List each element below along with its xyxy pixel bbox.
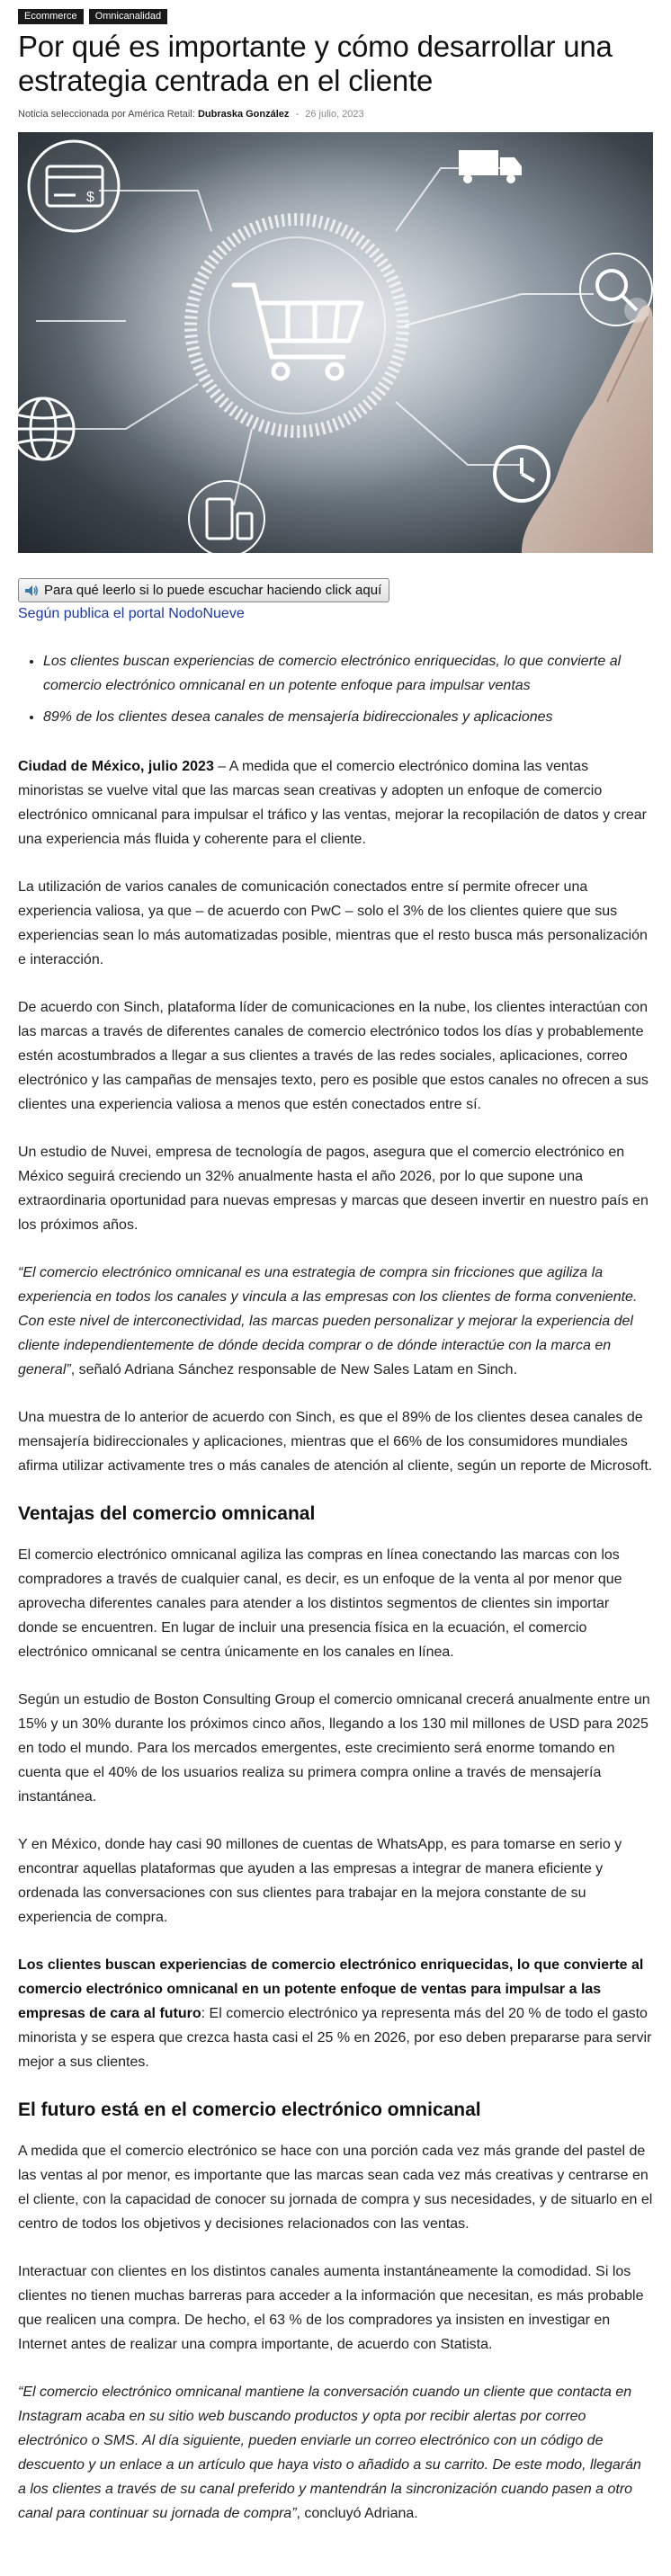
key-point: • Los clientes buscan experiencias de comercio electrónico enriquecidas, lo que convierte al comercio electrónico omnicanal en un potente enfoque para impulsar ventas <box>43 649 653 698</box>
category-tags <box>18 9 653 24</box>
delivery-truck-icon <box>459 150 522 183</box>
paragraph-9: Y en México, donde hay casi 90 millones de cuentas de WhatsApp, es para tomarse en serio y encontrar aquellas plataformas que ayuden a las empresas a integrar de manera eficiente y ordenada las conversaciones con sus clientes para trabajar en la mejora constante de su experiencia de compra. <box>18 1837 622 1925</box>
section-heading-futuro: El futuro está en el comercio electrónico omnicanal <box>18 2099 481 2120</box>
paragraph-4: Un estudio de Nuvei, empresa de tecnología de pagos, asegura que el comercio electrónico en México seguirá creciendo un 32% anualmente hasta el año 2026, por lo que supone una extraordinaria oportunidad para nuevas empresas y marcas que deseen invertir en nuestro país en los próximos años. <box>18 1145 649 1233</box>
paragraph-10-text: : El comercio electrónico ya representa más del 20 % de todo el gasto minorista y se espera que crezca hasta casi el 25 % en 2026, por eso deben prepararse para servir mejor a sus clientes. <box>18 2006 652 2070</box>
paragraph-5 <box>18 1261 653 1382</box>
listen-audio-label: Para qué leerlo si lo puede escuchar haciendo click aquí <box>44 583 382 598</box>
clock-icon <box>495 447 549 501</box>
article-meta <box>18 109 653 120</box>
key-point: • 89% de los clientes desea canales de mensajería bidireccionales y aplicaciones <box>43 705 653 729</box>
publish-date: 26 julio, 2023 <box>305 109 364 120</box>
hero-image <box>18 132 653 553</box>
source-link[interactable]: Según publica el portal NodoNueve <box>18 606 245 621</box>
author-link[interactable]: Dubraska González <box>197 109 290 120</box>
hero-illustration <box>18 132 653 553</box>
paragraph-2: La utilización de varios canales de comunicación conectados entre sí permite ofrecer una experiencia valiosa, ya que – de acuerdo con PwC – solo el 3% de los clientes quiere que sus experiencias sean lo más automatizadas posible, mientras que el resto busca más personalización e interacción. <box>18 879 648 967</box>
credit-card-icon <box>29 141 119 231</box>
selected-by-label: Noticia seleccionada por América Retail: <box>18 109 195 120</box>
devices-icon <box>189 481 264 553</box>
key-points-list <box>43 649 653 729</box>
paragraph-7: El comercio electrónico omnicanal agiliza las compras en línea conectando las marcas con los compradores a través de cualquier canal, es decir, es un enfoque de la venta al por menor que aprovecha diferentes canales para atender a los distintos segmentos de clientes sin importar donde se encuentren. En lugar de incluir una presencia física en la ecuación, el comercio electrónico omnicanal se centra únicamente en los canales en línea. <box>18 1547 622 1660</box>
paragraph-10 <box>18 1953 653 2074</box>
dateline: Ciudad de México, julio 2023 <box>18 759 214 774</box>
paragraph-8: Según un estudio de Boston Consulting Group el comercio omnicanal crecerá anualmente entre un 15% y un 30% durante los próximos cinco años, llegando a los 130 mil millones de USD para 2025 en todo el mundo. Para los mercados emergentes, este crecimiento será enorme tomando en cuenta que el 40% de los usuarios realiza su primera compra online a través de mensajería instantánea. <box>18 1692 650 1805</box>
article-title: Por qué es importante y cómo desarrollar una estrategia centrada en el cliente <box>18 30 613 97</box>
quote-attribution: , señaló Adriana Sánchez responsable de New Sales Latam en Sinch. <box>70 1362 518 1377</box>
quote-conclusion: “El comercio electrónico omnicanal mantiene la conversación cuando un cliente que contacta en Instagram acaba en su sitio web buscando productos y opta por recibir alertas por correo electrónico o SMS. Al día siguiente, pueden enviarle un correo electrónico con un código de descuento y un enlace a un artículo que haya visto o añadido a su carrito. De este modo, llegarán a los clientes a través de su canal preferido y mantendrán la sincronización cuando pasen a otro canal para continuar su jornada de compra” <box>18 2384 641 2521</box>
tag-ecommerce[interactable]: Ecommerce <box>18 9 84 24</box>
paragraph-3: De acuerdo con Sinch, plataforma líder de comunicaciones en la nube, los clientes interactúan con las marcas a través de diferentes canales de comercio electrónico todos los días y probablemente estén acostumbrados a llegar a sus clientes a través de las redes sociales, aplicaciones, correo electrónico y las campañas de mensajes texto, pero es posible que estos canales no ofrecen a sus clientes una experiencia valiosa a menos que estén conectados entre sí. <box>18 1000 649 1112</box>
paragraph-10-lead: Los clientes buscan experiencias de comercio electrónico enriquecidas, lo que convierte al comercio electrónico omnicanal en un potente enfoque de ventas para impulsar a las empresas de cara al futuro <box>18 1957 644 2021</box>
svg-text:$: $ <box>86 190 94 205</box>
quote-sinch: “El comercio electrónico omnicanal es una estrategia de compra sin fricciones que agiliza la experiencia en todos los canales y vincula a las empresas con los clientes de forma conveniente. Con este nivel de interconectividad, las marcas pueden personalizar y mejorar la experiencia del cliente independientemente de dónde decida comprar o de dónde interactúe con la marca en general” <box>18 1265 638 1377</box>
paragraph-13 <box>18 2380 653 2526</box>
paragraph-6: Una muestra de lo anterior de acuerdo con Sinch, es que el 89% de los clientes desea canales de mensajería bidireccionales y aplicaciones, mientras que el 66% de los consumidores mundiales afirma utilizar activamente tres o más canales de atención al cliente, según un reporte de Microsoft. <box>18 1410 653 1474</box>
paragraph-1-text: – A medida que el comercio electrónico domina las ventas minoristas se vuelve vital que las marcas sean creativas y adopten un enfoque de comercio electrónico omnicanal para impulsar el tráfico y las ventas, mejorar la recopilación de datos y crear una experiencia más fluida y coherente para el cliente. <box>18 759 647 847</box>
paragraph-11: A medida que el comercio electrónico se hace con una porción cada vez más grande del pastel de las ventas al por menor, es importante que las marcas sean cada vez más creativas y centrarse en el cliente, con la capacidad de conocer su jornada de compra y sus necesidades, y de situarlo en el centro de todos los objetivos y decisiones relacionados con las ventas. <box>18 2144 653 2232</box>
paragraph-12: Interactuar con clientes en los distintos canales aumenta instantáneamente la comodidad. Si los clientes no tienen muchas barreras para acceder a la información que necesitan, es más probable que realicen una compra. De hecho, el 63 % de los compradores ya insisten en investigar en Internet antes de realizar una compra importante, de acuerdo con Statista. <box>18 2264 644 2352</box>
paragraph-1 <box>18 754 653 851</box>
quote-conclusion-attribution: , concluyó Adriana. <box>296 2506 418 2521</box>
section-heading-ventajas: Ventajas del comercio omnicanal <box>18 1503 316 1524</box>
meta-separator: - <box>295 109 300 120</box>
listen-audio-button[interactable] <box>18 578 389 602</box>
speaker-icon <box>24 584 39 597</box>
globe-icon <box>18 398 74 459</box>
tag-omnicanalidad[interactable]: Omnicanalidad <box>89 9 167 24</box>
